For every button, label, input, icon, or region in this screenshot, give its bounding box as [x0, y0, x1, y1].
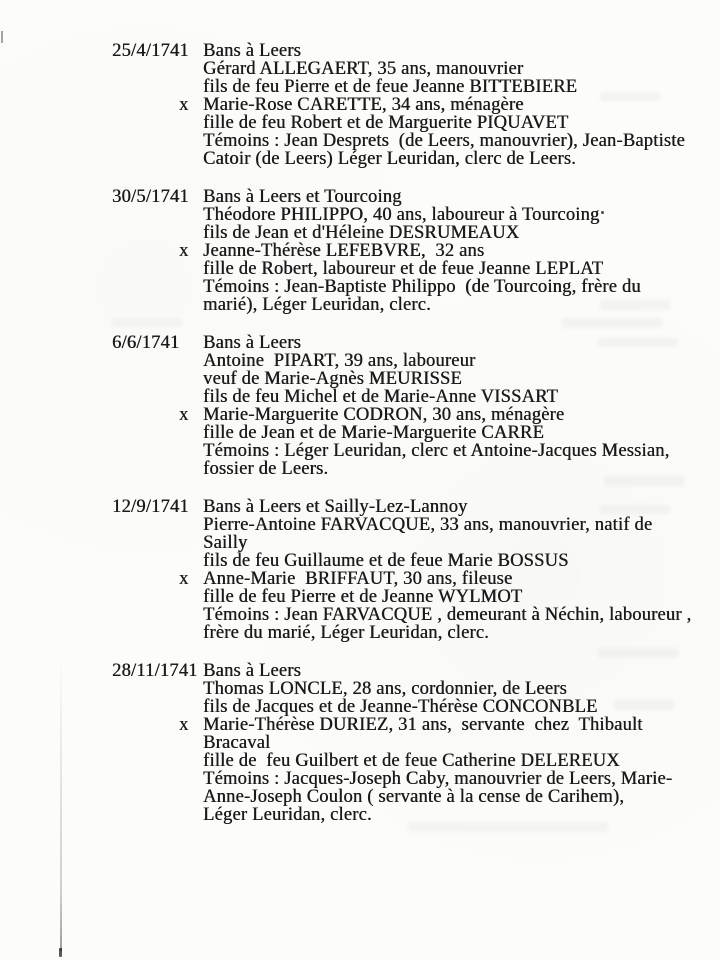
record-line: Témoins : Jean-Baptiste Philippo (de Tourcoing, frère du	[203, 277, 641, 297]
record-line: fils de feu Pierre et de feue Jeanne BITTEBIERE	[203, 77, 578, 97]
record-line: fille de feu Guilbert et de feue Catherine DELEREUX	[203, 751, 620, 771]
record-line: x Marie-Rose CARETTE, 34 ans, ménagère	[179, 95, 524, 115]
record-line: Témoins : Léger Leuridan, clerc et Antoine-Jacques Messian,	[203, 441, 670, 461]
bride-x-marker: x	[179, 241, 189, 261]
bride-x-marker: x	[179, 95, 189, 115]
entry-date: 25/4/1741	[112, 41, 189, 61]
record-line: Catoir (de Leers) Léger Leuridan, clerc de Leers.	[203, 149, 576, 169]
record-line: x Jeanne-Thérèse LEFEBVRE, 32 ans	[179, 241, 485, 261]
record-line: x Marie-Marguerite CODRON, 30 ans, ménagère	[179, 405, 565, 425]
record-line: Sailly	[203, 533, 248, 553]
record-line: fille de Jean et de Marie-Marguerite CARRE	[203, 423, 544, 443]
record-line: fils de Jacques et de Jeanne-Thérèse CONCONBLE	[203, 697, 598, 717]
entry-date: 30/5/1741	[112, 187, 189, 207]
record-line: Bans à Leers	[203, 41, 301, 61]
record-line: Thomas LONCLE, 28 ans, cordonnier, de Leers	[203, 679, 567, 699]
scan-fold-line	[60, 655, 62, 951]
record-line: Théodore PHILIPPO, 40 ans, laboureur à Tourcoing	[203, 205, 600, 225]
entry-date: 12/9/1741	[112, 497, 189, 517]
bans-entry	[112, 334, 720, 478]
record-line: x Marie-Thérèse DURIEZ, 31 ans, servante chez Thibault	[179, 715, 643, 735]
record-line: fille de feu Pierre et de Jeanne WYLMOT	[203, 587, 523, 607]
record-line: Anne-Joseph Coulon ( servante à la cense de Carihem),	[203, 787, 625, 807]
entry-body	[179, 333, 720, 479]
record-line: Témoins : Jean FARVACQUE , demeurant à Néchin, laboureur ,	[203, 605, 692, 625]
record-line: veuf de Marie-Agnès MEURISSE	[203, 369, 462, 389]
record-line: fossier de Leers.	[203, 459, 329, 479]
entry-date: 28/11/1741	[112, 661, 198, 681]
bans-records-list	[112, 42, 720, 844]
entry-date: 6/6/1741	[112, 333, 180, 353]
bans-entry	[112, 188, 720, 314]
bans-entry	[112, 662, 720, 824]
bans-entry	[112, 42, 720, 168]
record-line: Léger Leuridan, clerc.	[203, 805, 372, 825]
record-line: frère du marié, Léger Leuridan, clerc.	[203, 623, 489, 643]
record-line: Gérard ALLEGAERT, 35 ans, manouvrier	[203, 59, 524, 79]
bride-x-marker: x	[179, 569, 189, 589]
record-line: Bans à Leers	[203, 661, 301, 681]
entry-body	[179, 497, 720, 643]
record-line: Bracaval	[203, 733, 271, 753]
record-line: fille de feu Robert et de Marguerite PIQUAVET	[203, 113, 569, 133]
bans-entry	[112, 498, 720, 642]
record-line: Témoins : Jacques-Joseph Caby, manouvrier de Leers, Marie-	[203, 769, 673, 789]
record-line: marié), Léger Leuridan, clerc.	[203, 295, 431, 315]
bride-x-marker: x	[179, 405, 189, 425]
entry-body	[179, 41, 720, 169]
record-line: Pierre-Antoine FARVACQUE, 33 ans, manouvrier, natif de	[203, 515, 653, 535]
record-line: fils de feu Guillaume et de feue Marie BOSSUS	[203, 551, 569, 571]
record-line: fils de feu Michel et de Marie-Anne VISSART	[203, 387, 558, 407]
record-line: fils de Jean et d'Héleine DESRUMEAUX	[203, 223, 520, 243]
record-line: Bans à Leers	[203, 333, 301, 353]
scan-edge-speck	[1, 31, 3, 43]
entry-body	[179, 661, 720, 825]
entry-body	[179, 187, 720, 315]
record-line: Témoins : Jean Desprets (de Leers, manouvrier), Jean-Baptiste	[203, 131, 685, 151]
bride-x-marker: x	[179, 715, 189, 735]
record-line: Bans à Leers et Sailly-Lez-Lannoy	[203, 497, 468, 517]
record-line: Bans à Leers et Tourcoing	[203, 187, 402, 207]
record-line: Antoine PIPART, 39 ans, laboureur	[203, 351, 476, 371]
record-line: x Anne-Marie BRIFFAUT, 30 ans, fileuse	[179, 569, 513, 589]
record-line: fille de Robert, laboureur et de feue Jeanne LEPLAT	[203, 259, 604, 279]
scan-edge-tick	[59, 948, 62, 957]
